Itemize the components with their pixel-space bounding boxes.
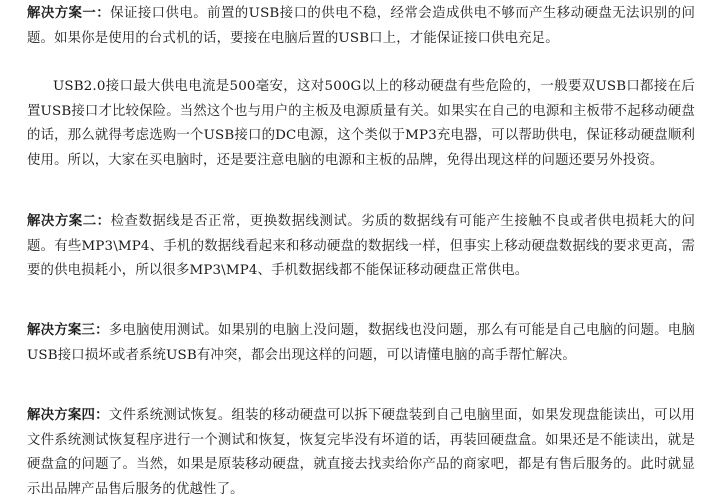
solution-4-body: 文件系统测试恢复。组装的移动硬盘可以拆下硬盘装到自己电脑里面，如果发现盘能读出，可以用文件系统测试恢复程序进行一个测试和恢复，恢复完毕没有坏道的话，再装回硬盘盒。如果还是不能读出，就是硬盘盒的问题了。当然，如果是原装移动硬盘，就直接去找卖给你产品的商家吧，都是有售后服务的。此时就显示出品牌产品售后服务的优越性了。	[27, 408, 695, 497]
solution-1-paragraph	[27, 1, 695, 51]
solution-3-body: 多电脑使用测试。如果别的电脑上没问题，数据线也没问题，那么有可能是自己电脑的问题。电脑USB接口损坏或者系统USB有冲突，都会出现这样的问题，可以请懂电脑的高手帮忙解决。	[27, 323, 695, 363]
solution-1-body: 保证接口供电。前置的USB接口的供电不稳，经常会造成供电不够而产生移动硬盘无法识别的问题。如果你是使用的台式机的话，要接在电脑后置的USB口上，才能保证接口供电充足。	[27, 6, 695, 46]
solution-3-paragraph	[27, 318, 695, 368]
solution-2-paragraph	[27, 209, 695, 284]
solution-4-heading: 解决方案四：	[27, 407, 109, 423]
solution-2-body: 检查数据线是否正常，更换数据线测试。劣质的数据线有可能产生接触不良或者供电损耗大的问题。有些MP3\MP4、手机的数据线看起来和移动硬盘的数据线一样，但事实上移动硬盘数据线的要求更高，需要的供电损耗小，所以很多MP3\MP4、手机数据线都不能保证移动硬盘正常供电。	[27, 214, 696, 279]
solution-4-paragraph	[27, 403, 695, 502]
solution-2-heading: 解决方案二：	[27, 213, 111, 229]
solution-3-heading: 解决方案三：	[27, 322, 109, 338]
solution-1-heading: 解决方案一：	[27, 5, 111, 21]
solution-1-detail-paragraph: USB2.0接口最大供电电流是500毫安，这对500G以上的移动硬盘有些危险的，一般要双USB口都接在后置USB接口才比较保险。当然这个也与用户的主板及电源质量有关。如果实在自己的电源和主板带不起移动硬盘的话，那么就得考虑选购一个USB接口的DC电源，这个类似于MP3充电器，可以帮助供电，保证移动硬盘顺利使用。所以，大家在买电脑时，还是要注意电脑的电源和主板的品牌，免得出现这样的问题还要另外投资。	[27, 79, 695, 168]
